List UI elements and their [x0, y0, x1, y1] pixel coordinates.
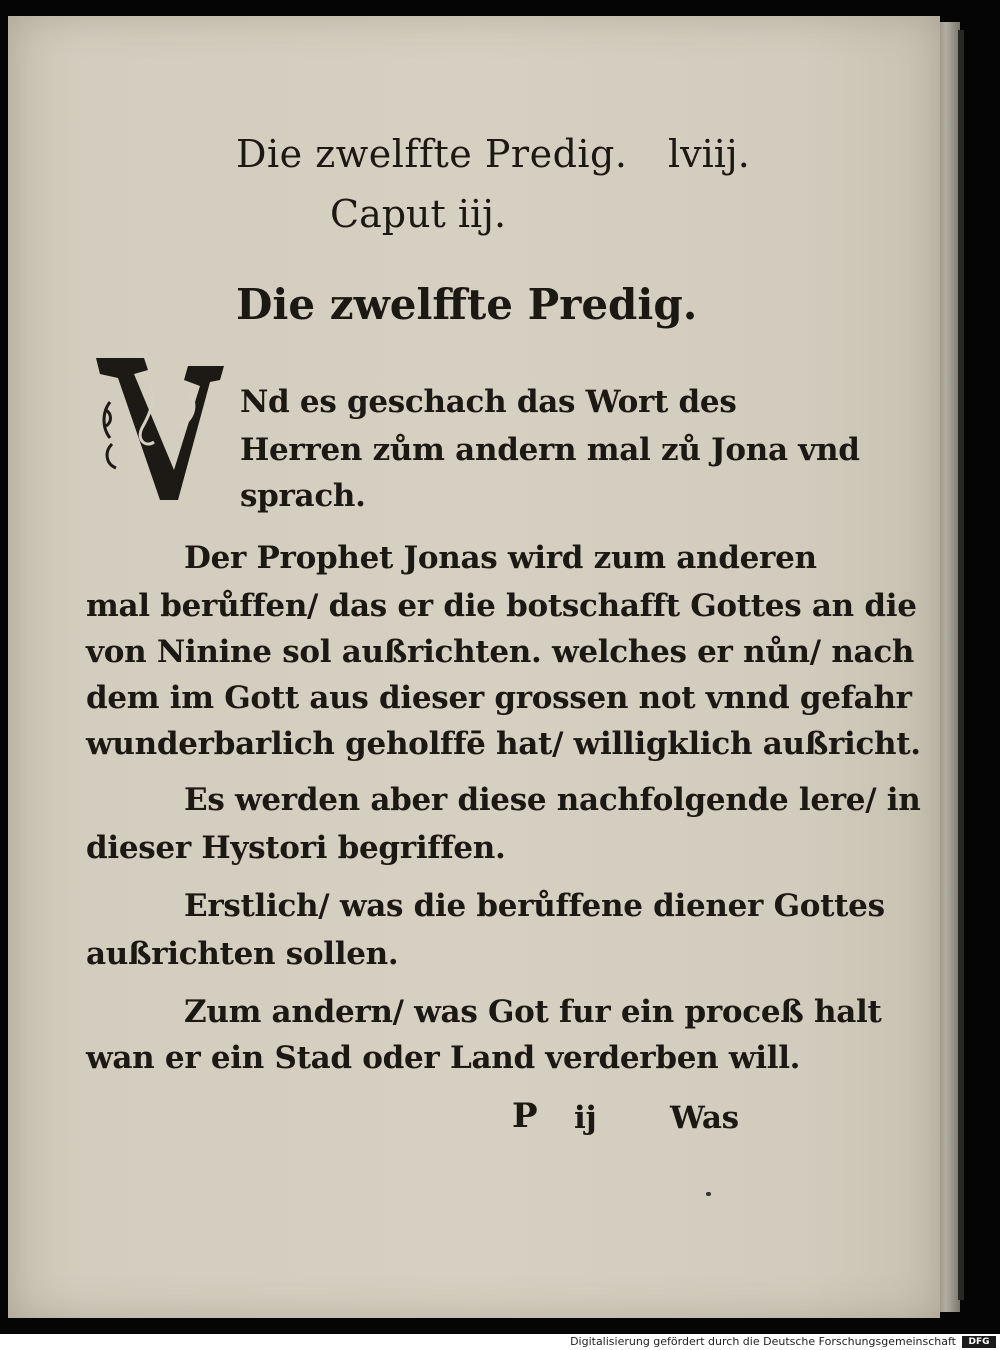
para4-line-1: Zum andern/ was Got fur ein proceß halt	[184, 994, 882, 1030]
para4-line-2: wan er ein Stad oder Land verderben will.	[86, 1040, 801, 1076]
opening-line-3: sprach.	[240, 478, 366, 514]
para3-line-1: Erstlich/ was die berůffene diener Gottes	[184, 888, 885, 924]
para1-line-5: wunderbarlich geholffē hat/ willigklich außricht.	[86, 726, 921, 762]
decorated-initial	[88, 352, 228, 502]
footer-credit: Digitalisierung gefördert durch die Deutsche Forschungsgemeinschaft	[570, 1335, 956, 1348]
chapter-heading: Caput iij.	[330, 192, 507, 236]
page-edge-shadow	[958, 30, 964, 1300]
ink-speck	[706, 1192, 711, 1196]
para1-line-3: von Ninine sol außrichten. welches er nůn/ nach	[86, 634, 915, 670]
folio-number: lviij.	[668, 132, 750, 176]
running-head: Die zwelffte Predig.	[236, 132, 628, 176]
opening-line-1: Nd es geschach das Wort des	[240, 384, 737, 420]
para2-line-2: dieser Hystori begriffen.	[86, 830, 506, 866]
dfg-logo: DFG	[962, 1336, 996, 1348]
sermon-title: Die zwelffte Predig.	[236, 280, 698, 329]
para1-line-4: dem im Gott aus dieser grossen not vnnd gefahr	[86, 680, 912, 716]
opening-line-2: Herren zům andern mal zů Jona vnd	[240, 432, 860, 468]
para1-line-2: mal berůffen/ das er die botschafft Gottes an die	[86, 588, 917, 624]
para3-line-2: außrichten sollen.	[86, 936, 399, 972]
signature-number: ij	[574, 1100, 597, 1136]
para2-line-1: Es werden aber diese nachfolgende lere/ in	[184, 782, 921, 818]
signature-mark: P	[512, 1096, 538, 1136]
para1-line-1: Der Prophet Jonas wird zum anderen	[184, 540, 817, 576]
catchword: Was	[670, 1100, 739, 1136]
